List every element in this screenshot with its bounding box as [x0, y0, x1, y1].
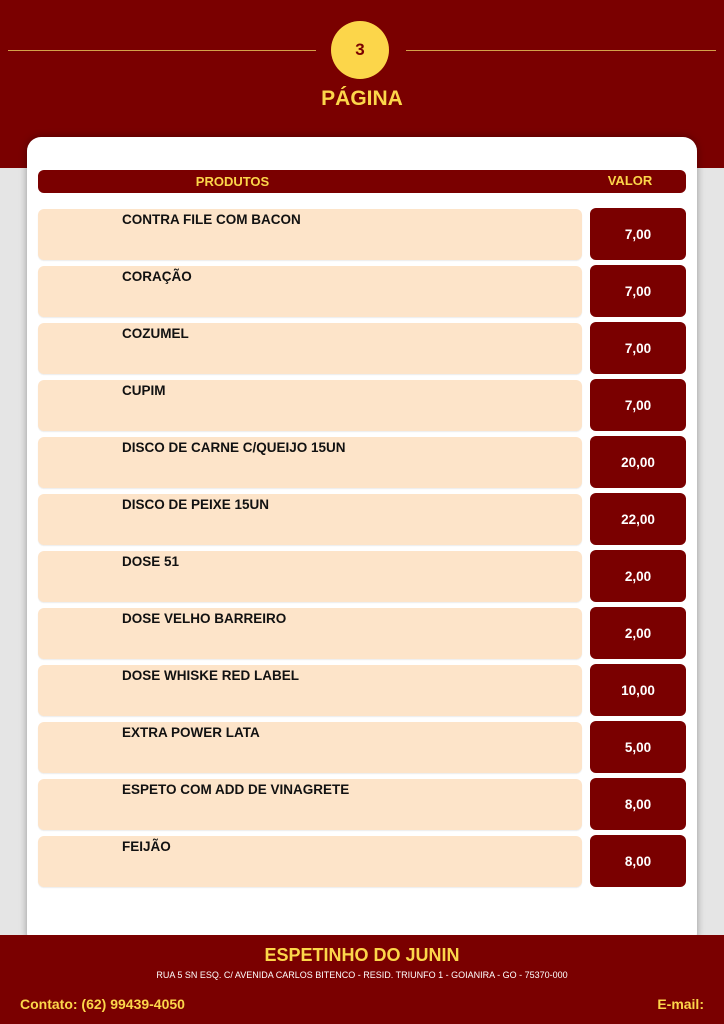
- product-name: DOSE WHISKE RED LABEL: [122, 668, 300, 683]
- product-cell: [38, 437, 582, 488]
- product-price: 5,00: [590, 721, 686, 773]
- product-cell: [38, 779, 582, 830]
- product-price: 7,00: [590, 208, 686, 260]
- column-header-products: PRODUTOS: [195, 174, 270, 189]
- product-price: 7,00: [590, 265, 686, 317]
- product-name: DOSE 51: [122, 554, 180, 569]
- product-name: CORAÇÃO: [122, 269, 192, 284]
- product-name: EXTRA POWER LATA: [122, 725, 260, 740]
- product-price: 22,00: [590, 493, 686, 545]
- contact-phone: Contato: (62) 99439-4050: [20, 996, 185, 1012]
- product-cell: [38, 836, 582, 887]
- product-cell: [38, 608, 582, 659]
- table-row: [38, 322, 686, 379]
- product-price: 7,00: [590, 322, 686, 374]
- table-row: [38, 265, 686, 322]
- page-label: PÁGINA: [321, 87, 403, 110]
- product-cell: [38, 266, 582, 317]
- email-label: E-mail:: [657, 996, 704, 1012]
- product-name: CUPIM: [122, 383, 166, 398]
- table-row: [38, 550, 686, 607]
- header-divider-left: [8, 50, 316, 51]
- product-price: 7,00: [590, 379, 686, 431]
- table-row: [38, 778, 686, 835]
- table-row: [38, 436, 686, 493]
- page-footer: [0, 935, 724, 1024]
- product-price: 8,00: [590, 778, 686, 830]
- page-number-badge: 3: [331, 21, 389, 79]
- table-row: [38, 721, 686, 778]
- business-name: ESPETINHO DO JUNIN: [264, 945, 460, 965]
- table-row: [38, 835, 686, 892]
- product-price: 8,00: [590, 835, 686, 887]
- product-cell: [38, 551, 582, 602]
- product-name: CONTRA FILE COM BACON: [122, 212, 301, 227]
- table-row: [38, 607, 686, 664]
- product-cell: [38, 380, 582, 431]
- product-name: FEIJÃO: [122, 839, 171, 854]
- product-price: 2,00: [590, 550, 686, 602]
- product-name: DOSE VELHO BARREIRO: [122, 611, 287, 626]
- product-price: 2,00: [590, 607, 686, 659]
- product-name: DISCO DE PEIXE 15UN: [122, 497, 270, 512]
- product-cell: [38, 722, 582, 773]
- column-header-value: VALOR: [607, 173, 653, 188]
- table-row: [38, 493, 686, 550]
- product-name: COZUMEL: [122, 326, 189, 341]
- product-cell: [38, 323, 582, 374]
- header-divider-right: [406, 50, 716, 51]
- product-cell: [38, 494, 582, 545]
- product-name: DISCO DE CARNE C/QUEIJO 15UN: [122, 440, 346, 455]
- product-cell: [38, 665, 582, 716]
- table-row: [38, 208, 686, 265]
- business-address: RUA 5 SN ESQ. C/ AVENIDA CARLOS BITENCO - RESID. TRIUNFO 1 - GOIANIRA - GO - 75370-000: [156, 970, 568, 980]
- product-list: [38, 208, 686, 892]
- product-price: 20,00: [590, 436, 686, 488]
- table-header: [38, 170, 686, 193]
- product-price: 10,00: [590, 664, 686, 716]
- table-row: [38, 379, 686, 436]
- product-name: ESPETO COM ADD DE VINAGRETE: [122, 782, 350, 797]
- table-row: [38, 664, 686, 721]
- product-cell: [38, 209, 582, 260]
